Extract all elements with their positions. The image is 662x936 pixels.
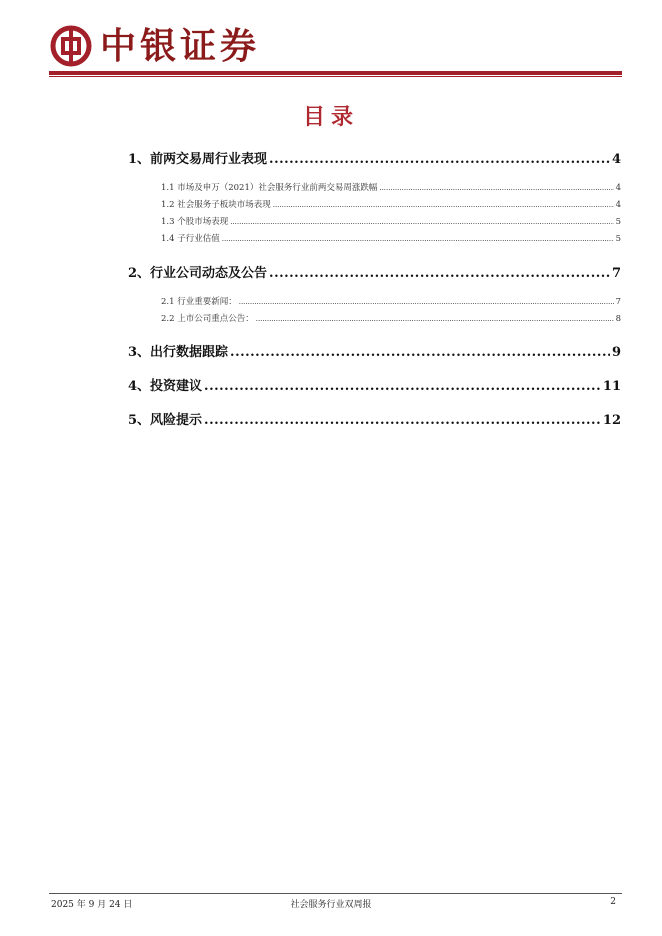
toc-entry-label: 2.1 行业重要新闻： xyxy=(161,297,237,307)
toc-entry-3[interactable] xyxy=(128,341,621,360)
toc-leader xyxy=(269,152,610,167)
toc-entry-4[interactable] xyxy=(128,375,621,394)
toc-entry-2-2[interactable] xyxy=(161,312,621,324)
toc-entry-2-1[interactable] xyxy=(161,295,621,307)
toc-entry-page: 4 xyxy=(615,183,621,193)
toc-entry-1[interactable] xyxy=(128,148,621,167)
report-name: 社会服务行业双周报 xyxy=(290,900,372,910)
toc-leader xyxy=(222,235,614,243)
toc-entry-label: 5、风险提示 xyxy=(128,413,203,428)
toc-leader xyxy=(204,379,601,394)
toc-leader xyxy=(379,184,613,192)
toc-entry-label: 4、投资建议 xyxy=(128,379,203,394)
toc-leader xyxy=(230,345,610,360)
toc-entry-label: 1、前两交易周行业表现 xyxy=(128,152,268,167)
toc-title: 目录 xyxy=(302,104,359,130)
toc-entry-page: 12 xyxy=(602,413,621,428)
toc-entry-2[interactable] xyxy=(128,262,621,281)
toc-leader xyxy=(273,201,614,209)
toc-entry-1-4[interactable] xyxy=(161,232,621,244)
toc-entry-1-3[interactable] xyxy=(161,215,621,227)
toc-leader xyxy=(230,218,613,226)
footer-divider xyxy=(49,893,622,894)
brand-name: 中银证券 xyxy=(100,25,261,67)
bank-of-china-logo-icon xyxy=(50,25,92,67)
toc-entry-label: 3、出行数据跟踪 xyxy=(128,345,229,360)
toc-entry-label: 2.2 上市公司重点公告： xyxy=(161,314,254,324)
toc-entry-page: 5 xyxy=(615,217,621,227)
toc-entry-label: 1.4 子行业估值 xyxy=(161,234,220,244)
report-date: 2025 年 9 月 24 日 xyxy=(51,900,133,910)
toc-leader xyxy=(239,298,614,306)
toc-entry-page: 7 xyxy=(611,266,621,281)
toc-entry-page: 4 xyxy=(611,152,621,167)
header-divider xyxy=(49,71,622,75)
toc-entry-1-2[interactable] xyxy=(161,198,621,210)
toc-leader xyxy=(204,413,601,428)
toc-entry-page: 4 xyxy=(615,200,621,210)
toc-entry-label: 1.2 社会服务子板块市场表现 xyxy=(161,200,271,210)
page-number: 2 xyxy=(610,897,616,907)
toc-leader xyxy=(269,266,610,281)
toc-entry-page: 7 xyxy=(615,297,621,307)
toc-entry-page: 5 xyxy=(615,234,621,244)
toc-entry-label: 1.3 个股市场表现 xyxy=(161,217,229,227)
toc-entry-label: 1.1 市场及申万（2021）社会服务行业前两交易周涨跌幅 xyxy=(161,183,378,193)
toc-entry-5[interactable] xyxy=(128,409,621,428)
toc-entry-page: 11 xyxy=(602,379,621,394)
toc-leader xyxy=(256,315,614,323)
toc-entry-page: 9 xyxy=(611,345,621,360)
header-divider-thin xyxy=(49,76,622,77)
toc-entry-page: 8 xyxy=(615,314,621,324)
toc-entry-1-1[interactable] xyxy=(161,181,621,193)
toc-entry-label: 2、行业公司动态及公告 xyxy=(128,266,268,281)
